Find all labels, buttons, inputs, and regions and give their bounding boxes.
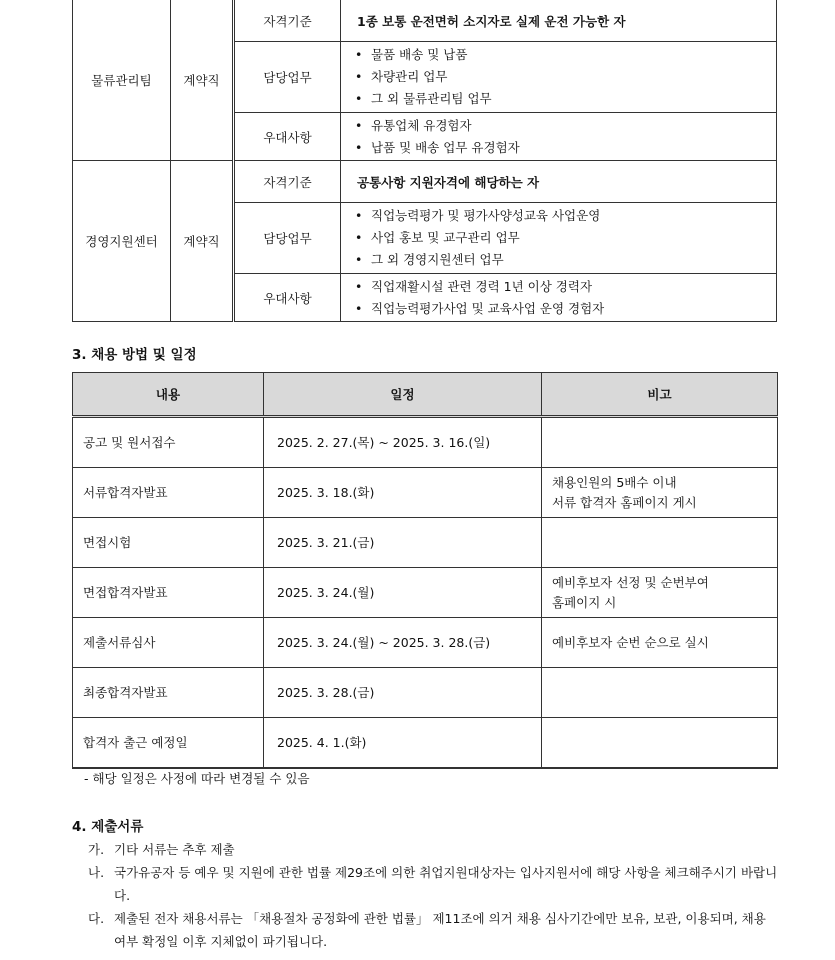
row-label: 우대사항 [234, 113, 341, 161]
table-row [73, 468, 778, 518]
row-label: 자격기준 [234, 161, 341, 203]
note-line: 예비후보자 선정 및 순번부여 [552, 574, 709, 590]
list-item [88, 907, 778, 953]
schedule-date: 2025. 4. 1.(화) [264, 718, 542, 769]
list-text: 국가유공자 등 예우 및 지원에 관한 법률 제29조에 의한 취업지원대상자는 입사지원서에 해당 사항을 체크해주시기 바랍니다. [114, 865, 778, 903]
column-header: 내용 [73, 373, 264, 417]
schedule-item: 합격자 출근 예정일 [73, 718, 264, 769]
table-row [73, 668, 778, 718]
list-item [88, 861, 778, 907]
duty-item: • 사업 홍보 및 교구관리 업무 [357, 227, 776, 249]
schedule-date: 2025. 3. 21.(금) [264, 518, 542, 568]
row-label: 우대사항 [234, 274, 341, 322]
row-label: 자격기준 [234, 0, 341, 42]
list-text: 기타 서류는 추후 제출 [114, 842, 235, 857]
section-3-heading: 3. 채용 방법 및 일정 [72, 347, 197, 363]
schedule-item: 서류합격자발표 [73, 468, 264, 518]
employment-type: 계약직 [171, 161, 234, 322]
table-row [73, 568, 778, 618]
schedule-item: 최종합격자발표 [73, 668, 264, 718]
pref-item: • 유통업체 유경험자 [357, 115, 776, 137]
list-marker: 나. [88, 865, 105, 880]
row-label: 담당업무 [234, 42, 341, 113]
duty-item: • 물품 배송 및 납품 [357, 44, 776, 66]
schedule-item: 면접시험 [73, 518, 264, 568]
schedule-date: 2025. 2. 27.(목) ~ 2025. 3. 16.(일) [264, 417, 542, 468]
schedule-note [542, 468, 778, 518]
qualification-text: 공통사항 지원자격에 해당하는 자 [341, 161, 777, 203]
schedule-date: 2025. 3. 24.(월) ~ 2025. 3. 28.(금) [264, 618, 542, 668]
table-row [73, 518, 778, 568]
pref-item: • 납품 및 배송 업무 유경험자 [357, 137, 776, 159]
table-row [73, 718, 778, 769]
section-4-heading: 4. 제출서류 [72, 819, 144, 835]
schedule-footnote: - 해당 일정은 사정에 따라 변경될 수 있음 [84, 771, 310, 786]
pref-item: • 직업능력평가사업 및 교육사업 운영 경험자 [357, 298, 776, 320]
duty-item: • 직업능력평가 및 평가사양성교육 사업운영 [357, 205, 776, 227]
column-header: 일정 [264, 373, 542, 417]
duty-item: • 차량관리 업무 [357, 66, 776, 88]
schedule-note [542, 668, 778, 718]
qualification-text: 1종 보통 운전면허 소지자로 실제 운전 가능한 자 [341, 0, 777, 42]
duties-cell [341, 203, 777, 274]
list-item [88, 838, 778, 861]
table-row [73, 417, 778, 468]
schedule-date: 2025. 3. 28.(금) [264, 668, 542, 718]
pref-item: • 직업재활시설 관련 경력 1년 이상 경력자 [357, 276, 776, 298]
schedule-item: 공고 및 원서접수 [73, 417, 264, 468]
column-header: 비고 [542, 373, 778, 417]
note-line: 채용인원의 5배수 이내 [552, 474, 677, 490]
duty-item: • 그 외 경영지원센터 업무 [357, 249, 776, 271]
schedule-note [542, 718, 778, 769]
list-text: 제출된 전자 채용서류는 「채용절차 공정화에 관한 법률」 제11조에 의거 채용 심사기간에만 보유, 보관, 이용되며, 채용 여부 확정일 이후 지체없이 파기됩니다. [114, 911, 766, 949]
schedule-item: 제출서류심사 [73, 618, 264, 668]
list-marker: 다. [88, 911, 105, 926]
row-label: 담당업무 [234, 203, 341, 274]
duties-cell [341, 42, 777, 113]
note-line: 서류 합격자 홈페이지 게시 [552, 494, 697, 510]
list-marker: 가. [88, 842, 105, 857]
table-row [73, 618, 778, 668]
note-line: 홈페이지 시 [552, 594, 617, 610]
schedule-table [72, 372, 778, 769]
schedule-item: 면접합격자발표 [73, 568, 264, 618]
prefs-cell [341, 274, 777, 322]
employment-type: 계약직 [171, 0, 234, 161]
job-requirements-table [72, 0, 777, 322]
team-name: 물류관리팀 [73, 0, 171, 161]
duty-item: • 그 외 물류관리팀 업무 [357, 88, 776, 110]
team-name: 경영지원센터 [73, 161, 171, 322]
schedule-note: 예비후보자 순번 순으로 실시 [542, 618, 778, 668]
documents-list [88, 838, 778, 953]
schedule-note [542, 417, 778, 468]
schedule-date: 2025. 3. 18.(화) [264, 468, 542, 518]
schedule-note [542, 518, 778, 568]
prefs-cell [341, 113, 777, 161]
schedule-note [542, 568, 778, 618]
schedule-date: 2025. 3. 24.(월) [264, 568, 542, 618]
